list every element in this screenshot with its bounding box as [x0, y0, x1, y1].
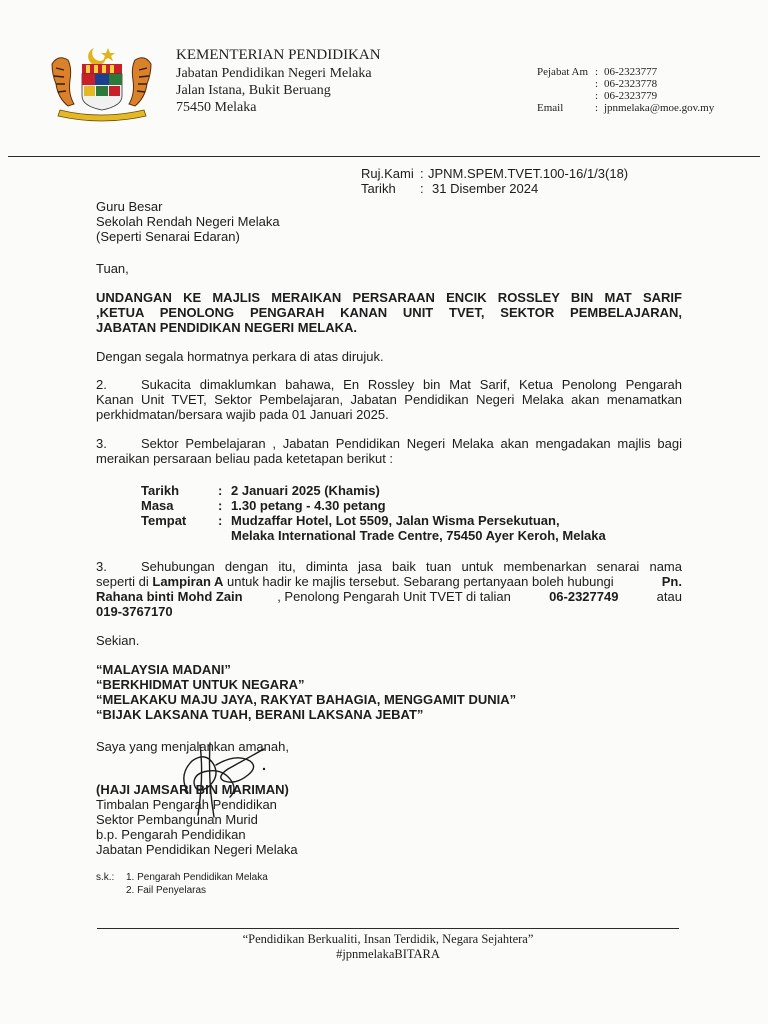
event-time-label: Masa	[141, 498, 174, 513]
recipient-line-2: Sekolah Rendah Negeri Melaka	[96, 214, 280, 229]
para-3-number: 3.	[96, 436, 107, 451]
recipient-line-1: Guru Besar	[96, 199, 163, 214]
signatory-name: (HAJI JAMSARI BIN MARIMAN)	[96, 782, 289, 797]
slogan-2: “BERKHIDMAT UNTUK NEGARA”	[96, 677, 305, 692]
slogan-3: “MELAKAKU MAJU JAYA, RAKYAT BAHAGIA, MENGGAMIT DUNIA”	[96, 692, 517, 707]
para-3-line-1: Sektor Pembelajaran , Jabatan Pendidikan Negeri Melaka akan mengadakan majlis bagi	[141, 436, 682, 451]
cc-item-2: 2. Fail Penyelaras	[126, 885, 207, 896]
office-phone-3: 06-2323779	[604, 90, 658, 102]
reference-label: Ruj.Kami	[361, 166, 414, 181]
footer-divider	[97, 928, 679, 929]
event-date-label: Tarikh	[141, 483, 180, 498]
contact-phone-mobile: 019-3767170	[96, 604, 173, 619]
event-place-line-2: Melaka International Trade Centre, 75450 Ayer Keroh, Melaka	[231, 528, 606, 543]
footer-motto: “Pendidikan Berkualiti, Insan Terdidik, Negara Sejahtera”	[242, 932, 534, 946]
slogan-1: “MALAYSIA MADANI”	[96, 662, 231, 677]
para-2-number: 2.	[96, 377, 107, 392]
para-2-line-2: Kanan Unit TVET, Sektor Pembelajaran, Jabatan Pendidikan Negeri Melaka akan menamatkan	[96, 392, 682, 407]
email-label: Email	[537, 102, 564, 114]
email-address[interactable]: jpnmelaka@moe.gov.my	[604, 102, 715, 114]
office-phone-label: Pejabat Am	[537, 66, 589, 78]
header-divider	[8, 156, 760, 157]
contact-phone-office: 06-2327749	[549, 589, 619, 604]
contact-person: Rahana binti Mohd Zain	[96, 589, 243, 604]
office-phone-1: 06-2323777	[604, 66, 658, 78]
subject-line-3: JABATAN PENDIDIKAN NEGERI MELAKA.	[96, 320, 357, 335]
footer-hashtag: #jpnmelakaBITARA	[336, 947, 440, 961]
para-4-number: 3.	[96, 559, 107, 574]
address-line-1: Jalan Istana, Bukit Beruang	[176, 83, 331, 98]
recipient-line-3: (Seperti Senarai Edaran)	[96, 229, 240, 244]
address-line-2: 75450 Melaka	[176, 100, 257, 115]
slogan-4: “BIJAK LAKSANA TUAH, BERANI LAKSANA JEBAT”	[96, 707, 424, 722]
cc-label: s.k.:	[96, 872, 115, 883]
signatory-title-1: Timbalan Pengarah Pendidikan	[96, 797, 277, 812]
signatory-title-4: Jabatan Pendidikan Negeri Melaka	[96, 842, 298, 857]
office-phone-2: 06-2323778	[604, 78, 658, 90]
signatory-title-2: Sektor Pembangunan Murid	[96, 812, 258, 827]
signoff: Saya yang menjalankan amanah,	[96, 739, 289, 754]
event-date-value: 2 Januari 2025 (Khamis)	[231, 483, 380, 498]
event-place-label: Tempat	[141, 513, 187, 528]
opening-line: Dengan segala hormatnya perkara di atas dirujuk.	[96, 349, 384, 364]
coat-of-arms-logo	[44, 44, 159, 124]
attachment-reference: Lampiran A	[152, 574, 224, 589]
ministry-name: KEMENTERIAN PENDIDIKAN	[176, 47, 381, 63]
date-label: Tarikh	[361, 181, 396, 196]
para-2-line-3: perkhidmatan/bersara wajib pada 01 Januari 2025.	[96, 407, 389, 422]
para-2-line-1: Sukacita dimaklumkan bahawa, En Rossley bin Mat Sarif, Ketua Penolong Pengarah	[141, 377, 682, 392]
reference-number: JPNM.SPEM.TVET.100-16/1/3(18)	[428, 166, 629, 181]
event-place-line-1: Mudzaffar Hotel, Lot 5509, Jalan Wisma Persekutuan,	[231, 513, 560, 528]
closing: Sekian.	[96, 633, 140, 648]
cc-item-1: 1. Pengarah Pendidikan Melaka	[126, 872, 268, 883]
para-4-line-3: Rahana binti Mohd Zain , Penolong Pengarah Unit TVET di talian 06-2327749 atau	[96, 589, 682, 604]
para-3-line-2: meraikan persaraan beliau pada ketetapan berikut :	[96, 451, 394, 466]
subject-line-2: ,KETUA PENOLONG PENGARAH KANAN UNIT TVET, SEKTOR PEMBELAJARAN,	[96, 305, 682, 320]
salutation: Tuan,	[96, 261, 129, 276]
department-name: Jabatan Pendidikan Negeri Melaka	[176, 66, 372, 81]
para-4-line-2: seperti di Lampiran A untuk hadir ke majlis tersebut. Sebarang pertanyaan boleh hubungi Pn.	[96, 574, 682, 589]
letter-date: 31 Disember 2024	[432, 181, 539, 196]
signatory-title-3: b.p. Pengarah Pendidikan	[96, 827, 246, 842]
subject-line-1: UNDANGAN KE MAJLIS MERAIKAN PERSARAAN ENCIK ROSSLEY BIN MAT SARIF	[96, 290, 682, 305]
event-time-value: 1.30 petang - 4.30 petang	[231, 498, 386, 513]
para-4-line-1: Sehubungan dengan itu, diminta jasa baik tuan untuk membenarkan senarai nama	[141, 559, 682, 574]
